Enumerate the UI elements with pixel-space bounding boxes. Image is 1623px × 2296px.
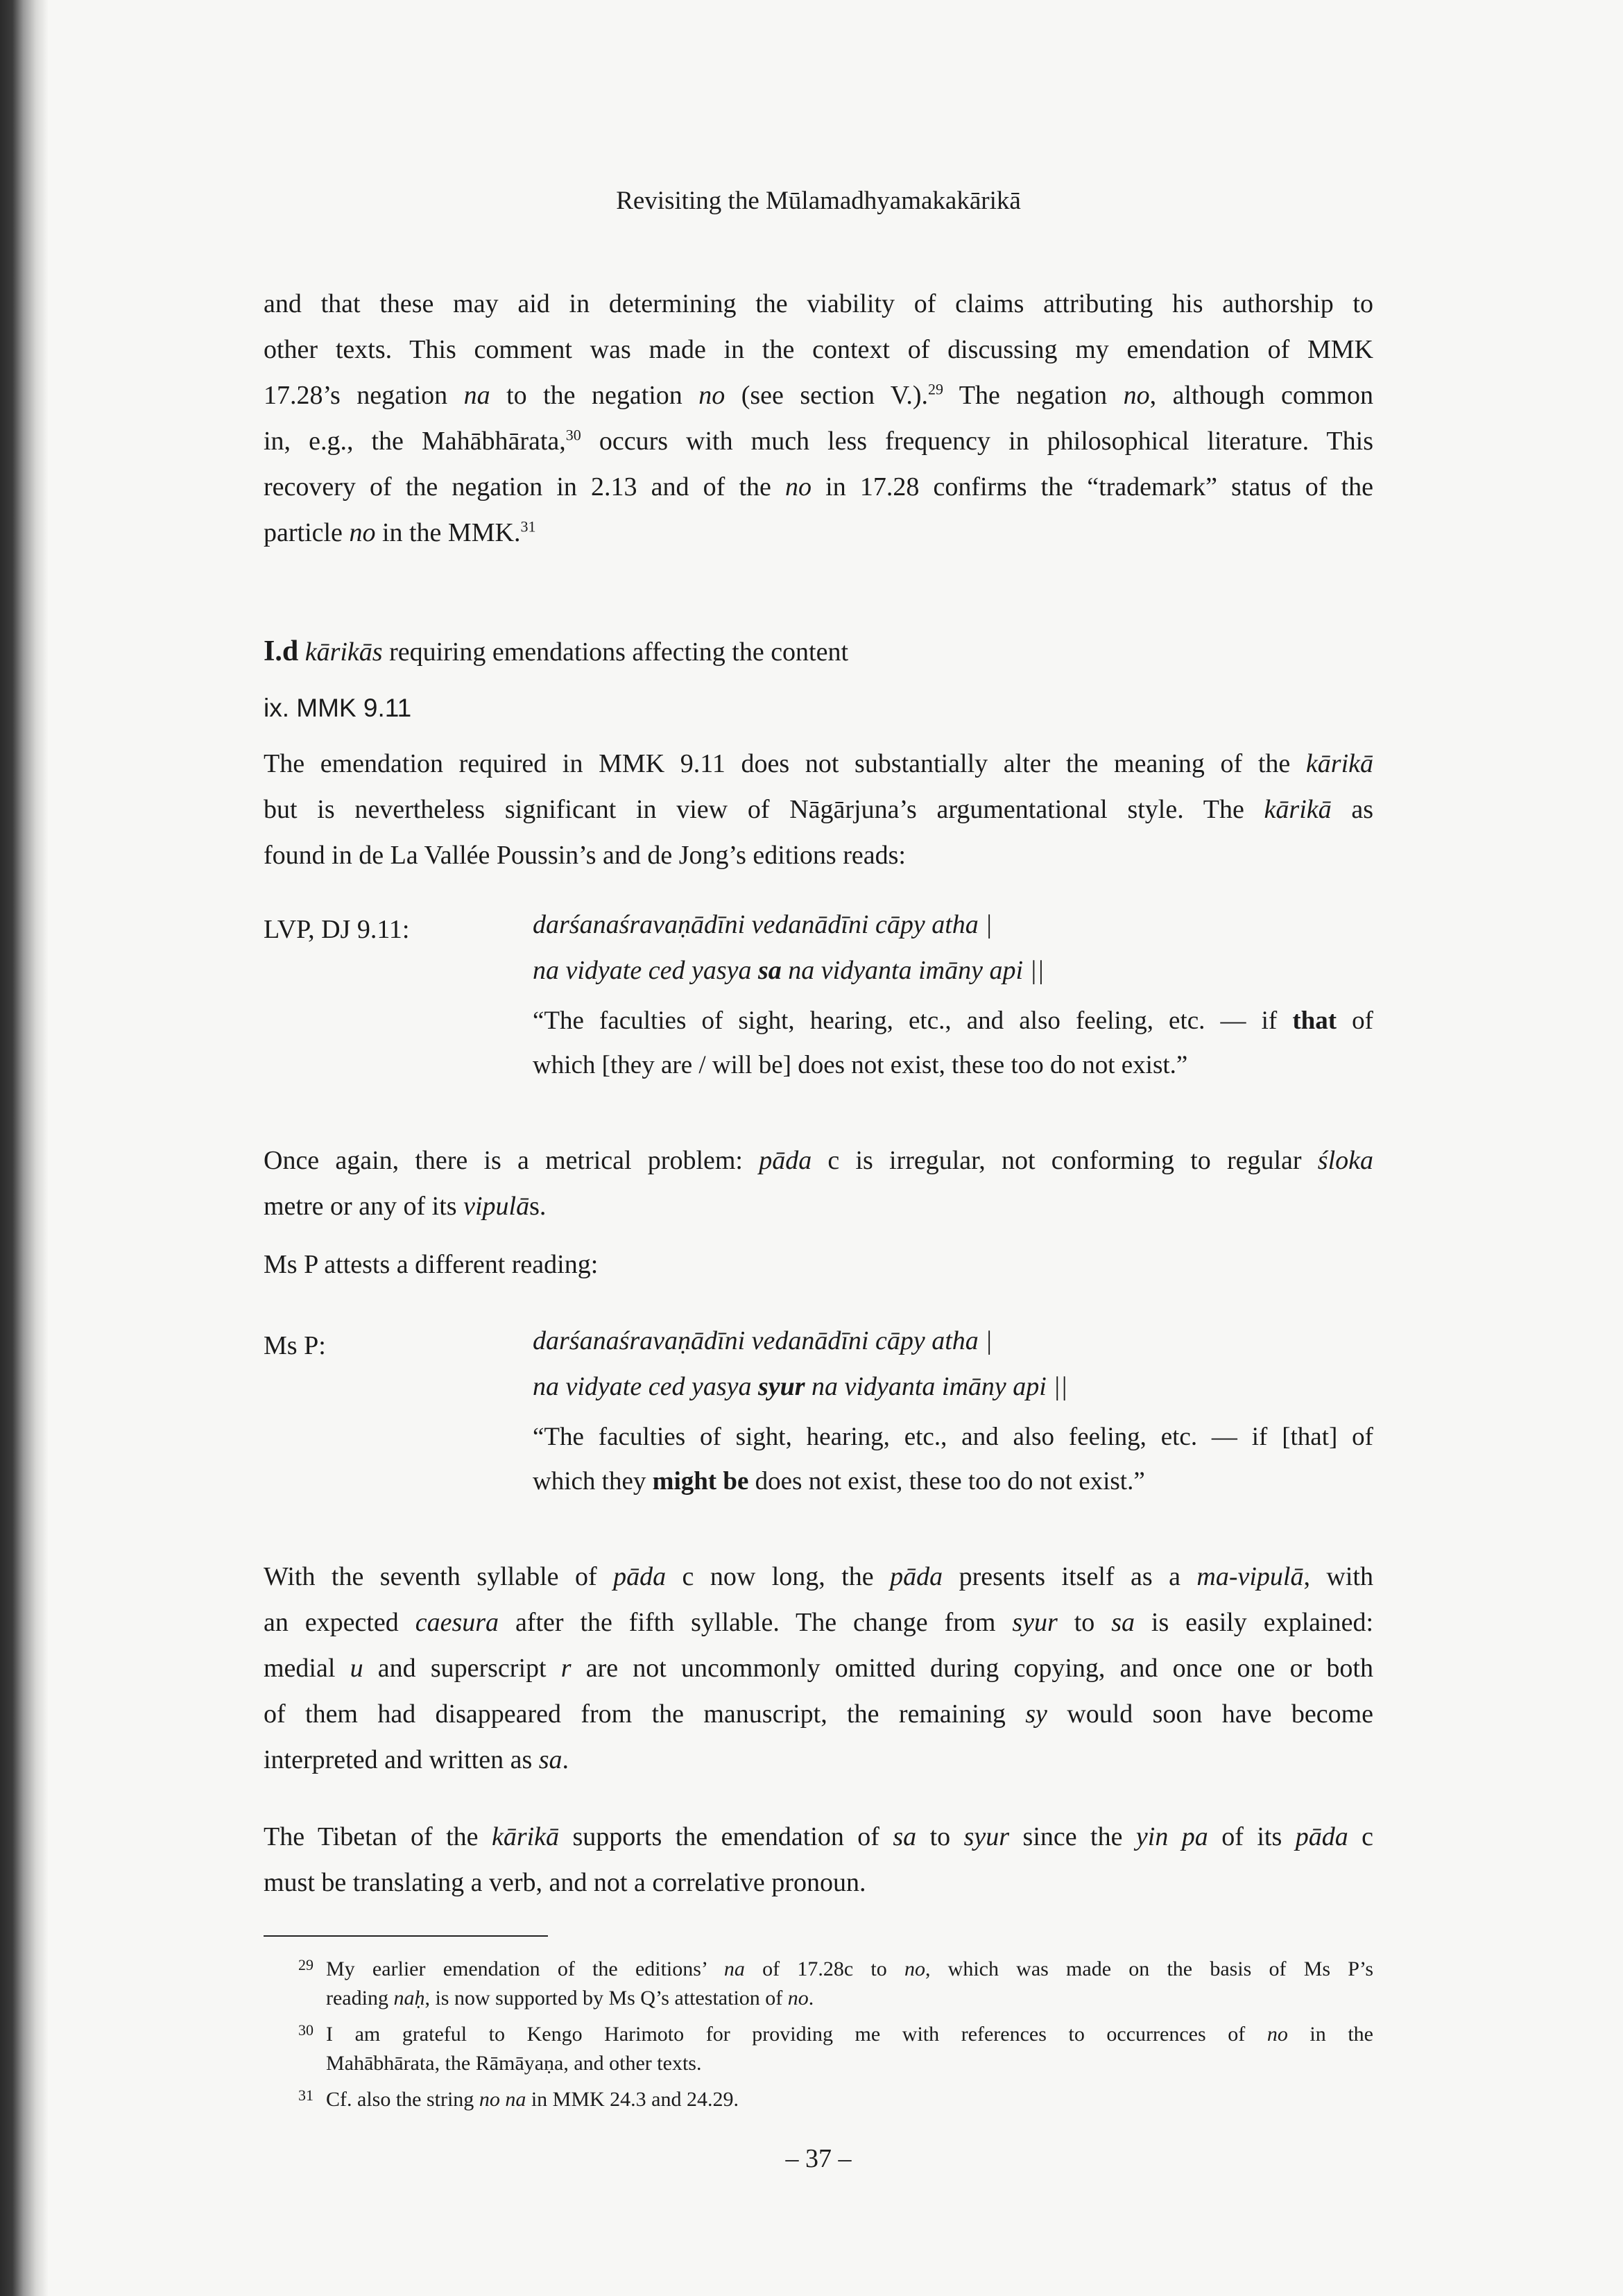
quote-2-translation: “The faculties of sight, hearing, etc., and also feeling, etc. — if [that] of which they might be does not exist, these too do not exist.” [533,1423,1373,1496]
running-head: Revisiting the Mūlamadhyamakakārikā [616,187,1021,215]
footnote-ref-29[interactable]: 29 [927,380,943,398]
quote-1-translation: “The faculties of sight, hearing, etc., and also feeling, etc. — if that of which [they are / will be] does not exist, these too do not exist.” [533,1006,1373,1079]
paragraph-4: Ms P attests a different reading: [264,1250,599,1279]
footnote-number: 29 [298,1956,314,1973]
paragraph-3: Once again, there is a metrical problem: pāda c is irregular, not conforming to regular śloka metre or any of its vipulās. [264,1146,1373,1221]
footnote-31: 31 Cf. also the string no na in MMK 24.3 and 24.29. [298,2085,1373,2114]
paragraph-6: The Tibetan of the kārikā supports the emendation of sa to syur since the yin pa of its pāda c must be translating a verb, and not a correlative pronoun. [264,1822,1373,1897]
quote-1-verse: darśanaśravaṇādīni vedanādīni cāpy atha | na vidyate ced yasya sa na vidyanta imāny api || [533,910,1045,985]
footnote-29: 29 My earlier emendation of the editions’ na of 17.28c to no, which was made on the basis of Ms P’s reading naḥ, is now supported by Ms Q’s attestation of no. [298,1955,1373,2013]
paragraph-2: The emendation required in MMK 9.11 does not substantially alter the meaning of the kārikā but is nevertheless significant in view of Nāgārjuna’s argumentational style. The kārikā as found in de La Vallée Poussin’s and de Jong’s editions reads: [264,749,1373,870]
footnote-number: 30 [298,2021,314,2039]
footnote-ref-30[interactable]: 30 [565,426,581,444]
page-number: – 37 – [785,2144,852,2173]
paragraph-5: With the seventh syllable of pāda c now long, the pāda presents itself as a ma-vipulā, with an expected caesura after the fifth syllable. The change from syur to sa is easily explained: medial u and superscript r are not uncommonly omitted during copying, and once one or both of them had disappeared from the manuscript, the remaining sy would soon have become interpreted and written as sa. [264,1562,1373,1774]
footnote-ref-31[interactable]: 31 [520,517,536,536]
footnote-number: 31 [298,2087,314,2104]
paragraph-1: and that these may aid in determining the viability of claims attributing his authorship to other texts. This comment was made in the context of discussing my emendation of MMK 17.28’s negation na to the negation no (see section V.).$^{29}$ The negation no, although common in, e.g., the Mahābhārata,$^{30}$ occurs with much less frequency in philosophical literature. This recovery of the negation in 2.13 and of the no in 17.28 confirms the “trademark” status of the particle no in the MMK.$^{31}$ [264,289,1374,547]
scanned-page-spine-edge [0,0,49,2296]
footnote-rule [264,1935,548,1937]
section-heading: I.d kārikās requiring emendations affecting the content [264,635,849,667]
footnote-30: 30 I am grateful to Kengo Harimoto for providing me with references to occurrences of no in the Mahābhārata, the Rāmāyaṇa, and other texts. [298,2020,1373,2078]
quote-1-siglum: LVP, DJ 9.11: [264,915,410,944]
quote-2-siglum: Ms P: [264,1331,326,1360]
quote-2-verse: darśanaśravaṇādīni vedanādīni cāpy atha | na vidyate ced yasya syur na vidyanta imāny api || [533,1326,1068,1401]
subsection-heading: ix. MMK 9.11 [264,694,412,722]
